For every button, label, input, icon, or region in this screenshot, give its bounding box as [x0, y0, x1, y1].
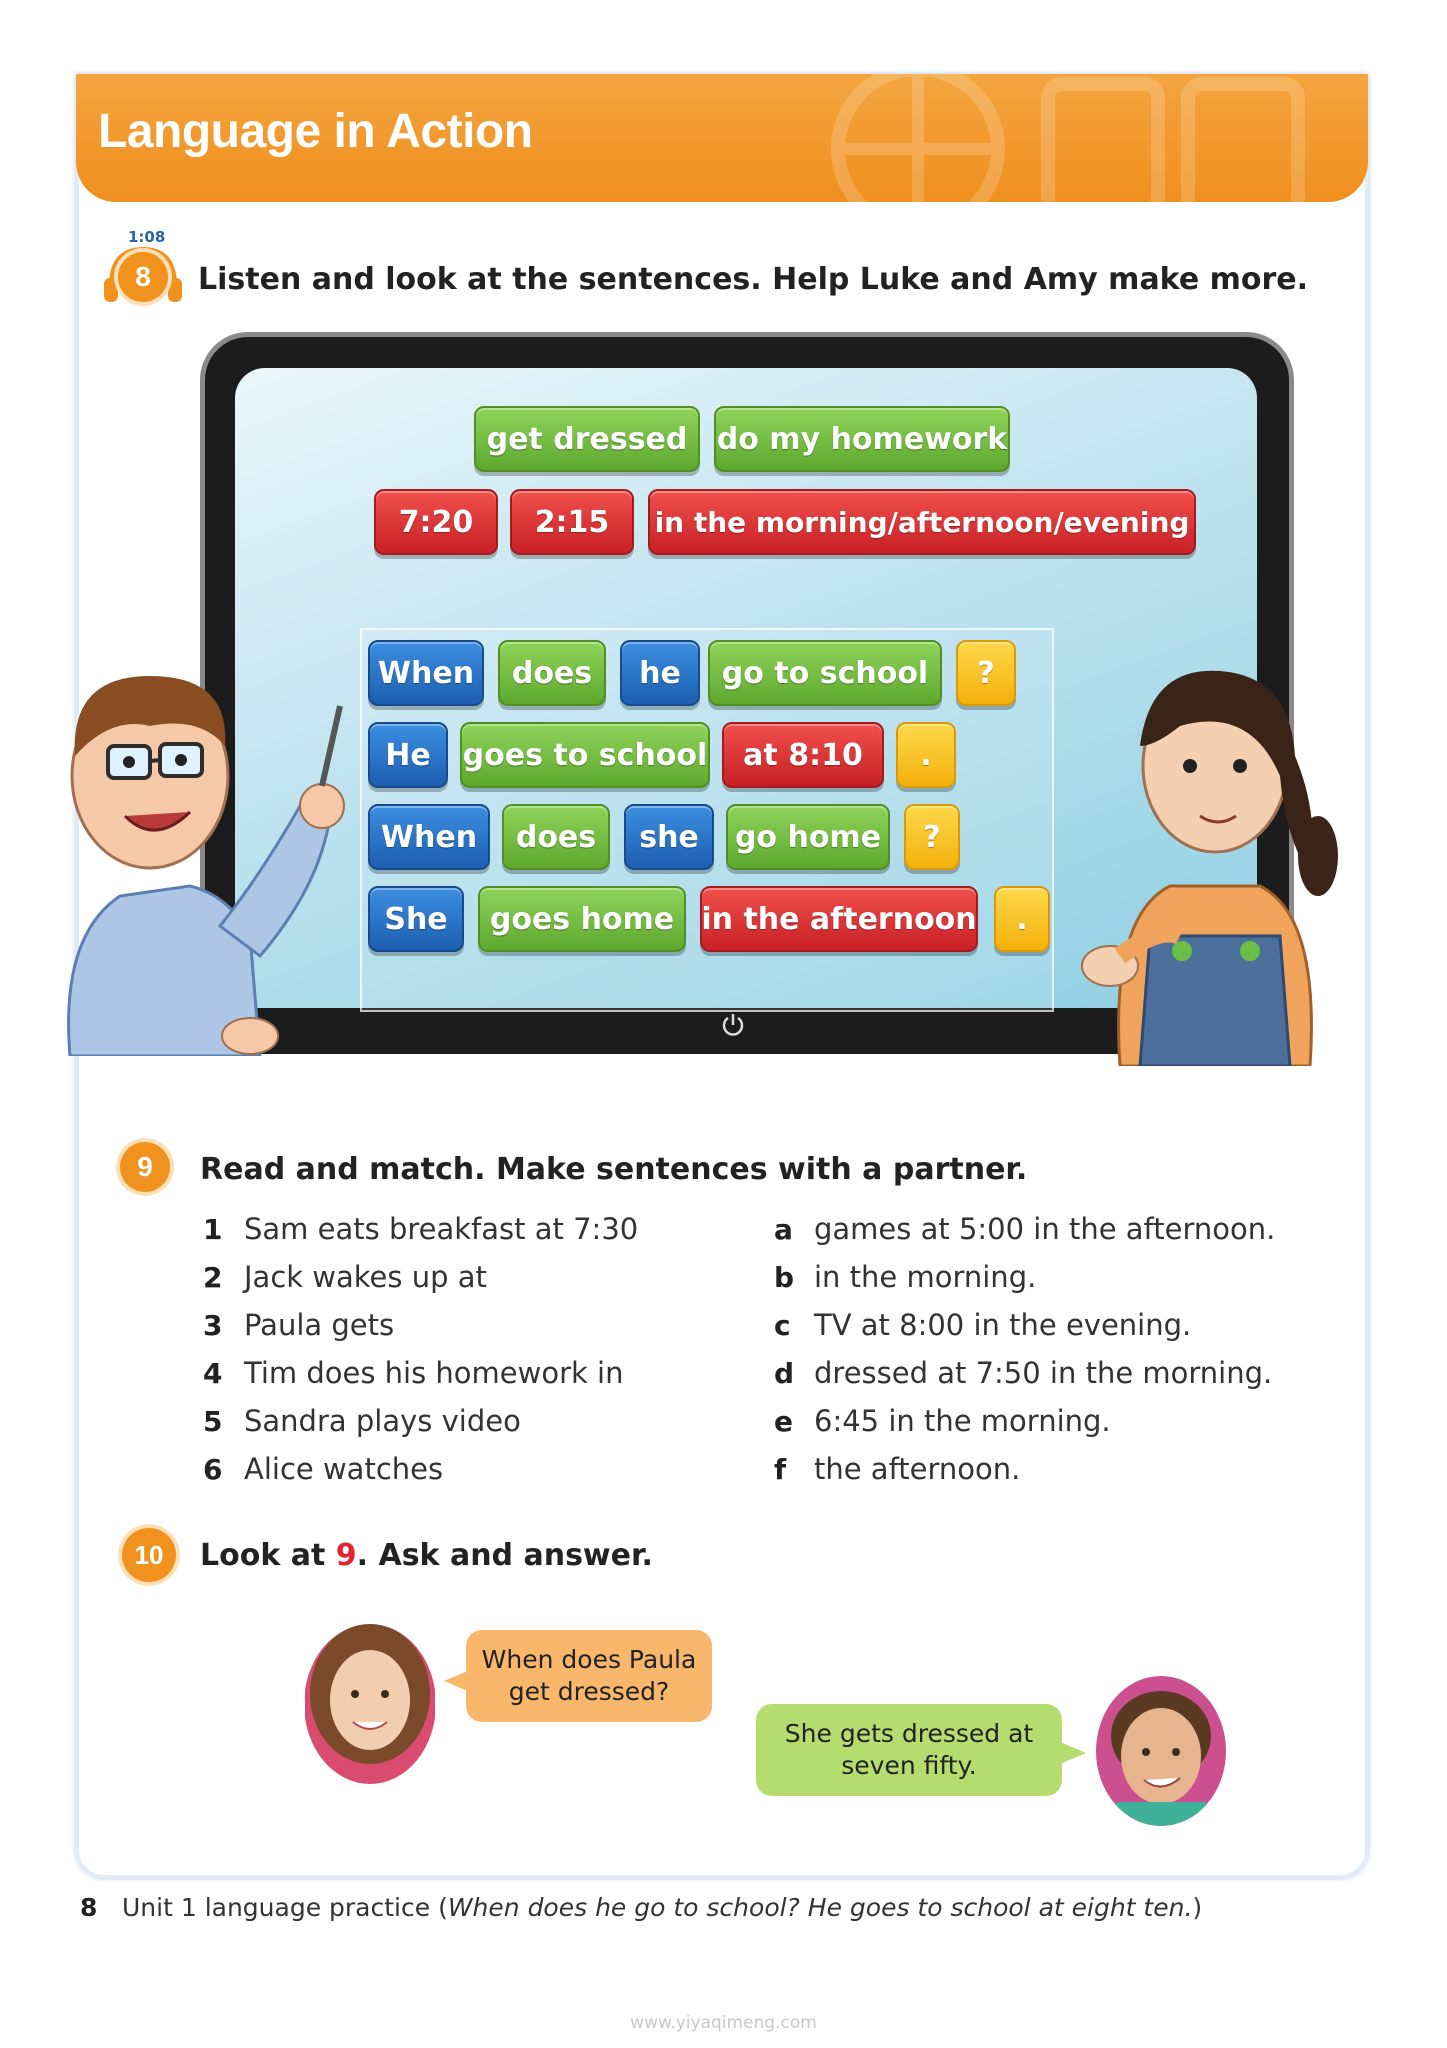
- match-left-text: Sam eats breakfast at 7:30: [244, 1212, 639, 1246]
- match-right-letter: b: [774, 1261, 795, 1294]
- match-right-text: games at 5:00 in the afternoon.: [814, 1212, 1276, 1246]
- question-line: When does Paula: [481, 1645, 697, 1674]
- match-right-text: in the morning.: [814, 1260, 1037, 1294]
- match-right-text: dressed at 7:50 in the morning.: [814, 1356, 1273, 1390]
- match-right-letter: e: [774, 1405, 793, 1438]
- exercise-8-instruction: Listen and look at the sentences. Help Luke and Amy make more.: [198, 262, 1309, 297]
- match-right-text: 6:45 in the morning.: [814, 1404, 1111, 1438]
- time-tile[interactable]: in the morning/afternoon/evening: [648, 489, 1196, 555]
- time-tile[interactable]: 7:20: [374, 489, 498, 555]
- answer-line: She gets dressed at: [784, 1719, 1034, 1748]
- time-tile[interactable]: 2:15: [510, 489, 634, 555]
- word-tile[interactable]: does: [502, 804, 610, 870]
- word-tile[interactable]: he: [620, 640, 700, 706]
- section-banner: [76, 74, 1368, 202]
- word-tile[interactable]: in the afternoon: [700, 886, 978, 952]
- footer-close: ): [1192, 1893, 1203, 1922]
- word-tile[interactable]: She: [368, 886, 464, 952]
- answer-line: seven fifty.: [841, 1751, 977, 1780]
- page-number: 8: [80, 1893, 98, 1922]
- match-left-text: Sandra plays video: [244, 1404, 521, 1438]
- footer-caption: [122, 1893, 1202, 1922]
- match-right-letter: c: [774, 1309, 791, 1342]
- match-right-letter: f: [774, 1453, 787, 1486]
- luke-illustration: [30, 636, 370, 1056]
- match-left-number: 1: [203, 1213, 223, 1246]
- exercise-reference: 9: [335, 1538, 357, 1573]
- word-tile[interactable]: goes to school: [460, 722, 710, 788]
- word-tile[interactable]: go to school: [708, 640, 942, 706]
- match-left-number: 2: [203, 1261, 223, 1294]
- match-left-text: Paula gets: [244, 1308, 395, 1342]
- match-right-text: TV at 8:00 in the evening.: [814, 1308, 1192, 1342]
- instruction-text: Look at: [200, 1538, 336, 1573]
- word-tile[interactable]: When: [368, 640, 484, 706]
- power-icon[interactable]: [720, 1012, 746, 1038]
- girl-photo: [304, 1624, 436, 1784]
- word-tile[interactable]: get dressed: [474, 406, 700, 472]
- word-tile[interactable]: she: [624, 804, 714, 870]
- boy-photo: [1096, 1676, 1226, 1826]
- watermark: www.yiyaqimeng.com: [630, 2013, 817, 2033]
- word-tile[interactable]: do my homework: [714, 406, 1010, 472]
- question-bubble: [466, 1630, 712, 1722]
- punctuation-tile[interactable]: ?: [956, 640, 1016, 706]
- match-left-number: 5: [203, 1405, 223, 1438]
- match-right-letter: a: [774, 1213, 793, 1246]
- exercise-9-number: 9: [120, 1142, 170, 1192]
- question-line: get dressed?: [508, 1677, 670, 1706]
- match-left-text: Jack wakes up at: [244, 1260, 487, 1294]
- audio-track-time: 1:08: [128, 228, 166, 246]
- word-tile[interactable]: does: [498, 640, 606, 706]
- footer-example: When does he go to school? He goes to school at eight ten.: [447, 1893, 1193, 1922]
- bubble-tail: [1060, 1740, 1086, 1766]
- match-right-letter: d: [774, 1357, 795, 1390]
- globe-icon: [788, 74, 1308, 202]
- match-left-number: 3: [203, 1309, 223, 1342]
- answer-bubble: [756, 1704, 1062, 1796]
- instruction-text: . Ask and answer.: [356, 1538, 653, 1573]
- amy-illustration: [1060, 636, 1360, 1066]
- exercise-9-instruction: Read and match. Make sentences with a partner.: [200, 1152, 1028, 1187]
- match-left-text: Tim does his homework in: [244, 1356, 624, 1390]
- word-tile[interactable]: at 8:10: [722, 722, 884, 788]
- footer-lead: Unit 1 language practice (: [122, 1893, 448, 1922]
- match-right-text: the afternoon.: [814, 1452, 1021, 1486]
- punctuation-tile[interactable]: .: [994, 886, 1050, 952]
- word-tile[interactable]: When: [368, 804, 490, 870]
- exercise-10-instruction: [200, 1538, 653, 1573]
- exercise-8-number: 8: [118, 252, 168, 302]
- word-tile[interactable]: goes home: [478, 886, 686, 952]
- word-tile[interactable]: go home: [726, 804, 890, 870]
- page-title: Language in Action: [98, 105, 533, 158]
- exercise-10-number: 10: [122, 1528, 176, 1582]
- match-left-number: 6: [203, 1453, 223, 1486]
- match-left-text: Alice watches: [244, 1452, 444, 1486]
- match-left-number: 4: [203, 1357, 223, 1390]
- punctuation-tile[interactable]: .: [896, 722, 956, 788]
- word-tile[interactable]: He: [368, 722, 448, 788]
- bubble-tail: [444, 1668, 470, 1694]
- punctuation-tile[interactable]: ?: [904, 804, 960, 870]
